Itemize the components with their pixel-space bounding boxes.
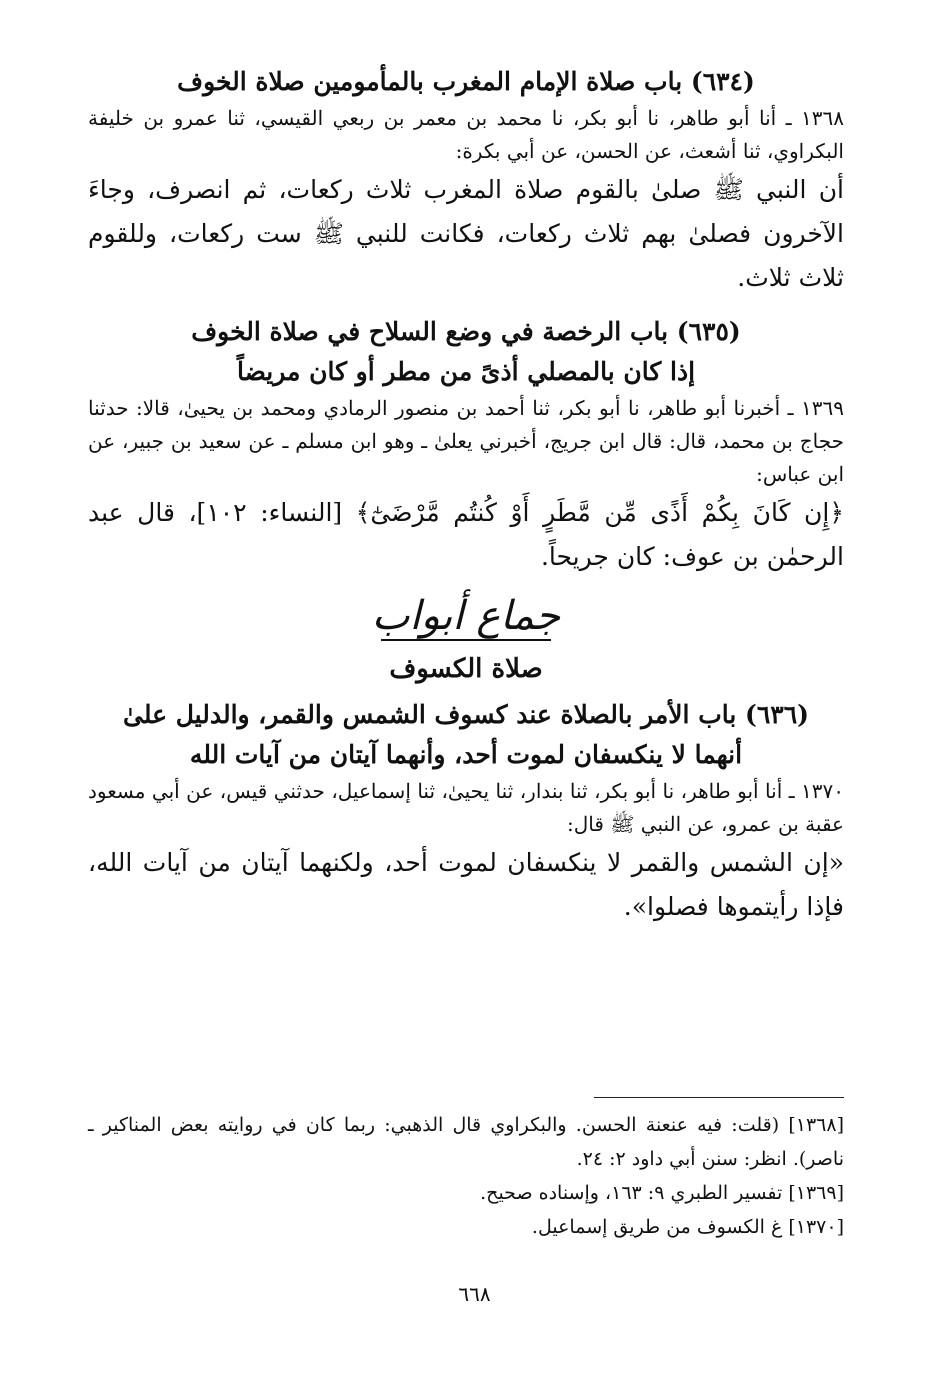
chapter-heading-636-line1: (٦٣٦) باب الأمر بالصلاة عند كسوف الشمس والقمر، والدليل علىٰ — [123, 700, 809, 729]
hadith-matn-1368: أن النبي ﷺ صلىٰ بالقوم صلاة المغرب ثلاث ركعات، ثم انصرف، وجاءَ الآخرون فصلىٰ بهم ثلاث ركعات، فكانت للنبي ﷺ ست ركعات، وللقوم ثلاث ثلاث. — [88, 175, 844, 292]
footnote-divider — [594, 1097, 844, 1098]
footnote-1368: [١٣٦٨] (قلت: فيه عنعنة الحسن. والبكراوي قال الذهبي: ربما كان في روايته بعض المناكير ـ ناصر). انظر: سنن أبي داود ٢: ٢٤. — [88, 1114, 844, 1170]
chapter-heading-635-line2: إذا كان بالمصلي أذىً من مطر أو كان مريضاً — [236, 357, 696, 386]
footnote-1370: [١٣٧٠] غ الكسوف من طريق إسماعيل. — [531, 1216, 844, 1238]
footnotes — [88, 1108, 844, 1244]
hadith-isnad-1369: ١٣٦٩ ـ أخبرنا أبو طاهر، نا أبو بكر، ثنا أحمد بن منصور الرمادي ومحمد بن يحيىٰ، قالا: حدثنا حجاج بن محمد، قال: قال ابن جريج، أخبرني يعلىٰ ـ وهو ابن مسلم ـ عن سعيد بن جبير، عن ابن عباس: — [88, 396, 844, 486]
chapter-ornament-title: جماع أبواب — [371, 593, 561, 639]
chapter-heading-634: (٦٣٤) باب صلاة الإمام المغرب بالمأمومين صلاة الخوف — [177, 67, 755, 96]
chapter-heading-635-line1: (٦٣٥) باب الرخصة في وضع السلاح في صلاة الخوف — [191, 317, 741, 346]
chapter-heading-636-line2: أنهما لا ينكسفان لموت أحد، وأنهما آيتان من آيات الله — [189, 740, 743, 769]
page-body — [88, 62, 844, 929]
chapter-group-title: صلاة الكسوف — [389, 654, 543, 684]
hadith-isnad-1368: ١٣٦٨ ـ أنا أبو طاهر، نا أبو بكر، نا محمد بن معمر بن ربعي القيسي، ثنا عمرو بن خليفة البكراوي، ثنا أشعث، عن الحسن، عن أبي بكرة: — [88, 106, 844, 163]
hadith-isnad-1370: ١٣٧٠ ـ أنا أبو طاهر، نا أبو بكر، ثنا بندار، ثنا يحيىٰ، ثنا إسماعيل، حدثني قيس، عن أبي مسعود عقبة بن عمرو، عن النبي ﷺ قال: — [88, 779, 844, 836]
footnote-1369: [١٣٦٩] تفسير الطبري ٩: ١٦٣، وإسناده صحيح. — [480, 1182, 844, 1204]
hadith-matn-1369: ﴿إِن كَانَ بِكُمْ أَذًى مِّن مَّطَرٍ أَوْ كُنتُم مَّرْضَىٰٓ﴾ [النساء: ١٠٢]، قال عبد الرحمٰن بن عوف: كان جريحاً. — [88, 498, 845, 571]
hadith-matn-1370: «إن الشمس والقمر لا ينكسفان لموت أحد، ولكنهما آيتان من آيات الله، فإذا رأيتموها فصلوا». — [88, 848, 844, 921]
page-number: ٦٦٨ — [458, 1282, 491, 1306]
